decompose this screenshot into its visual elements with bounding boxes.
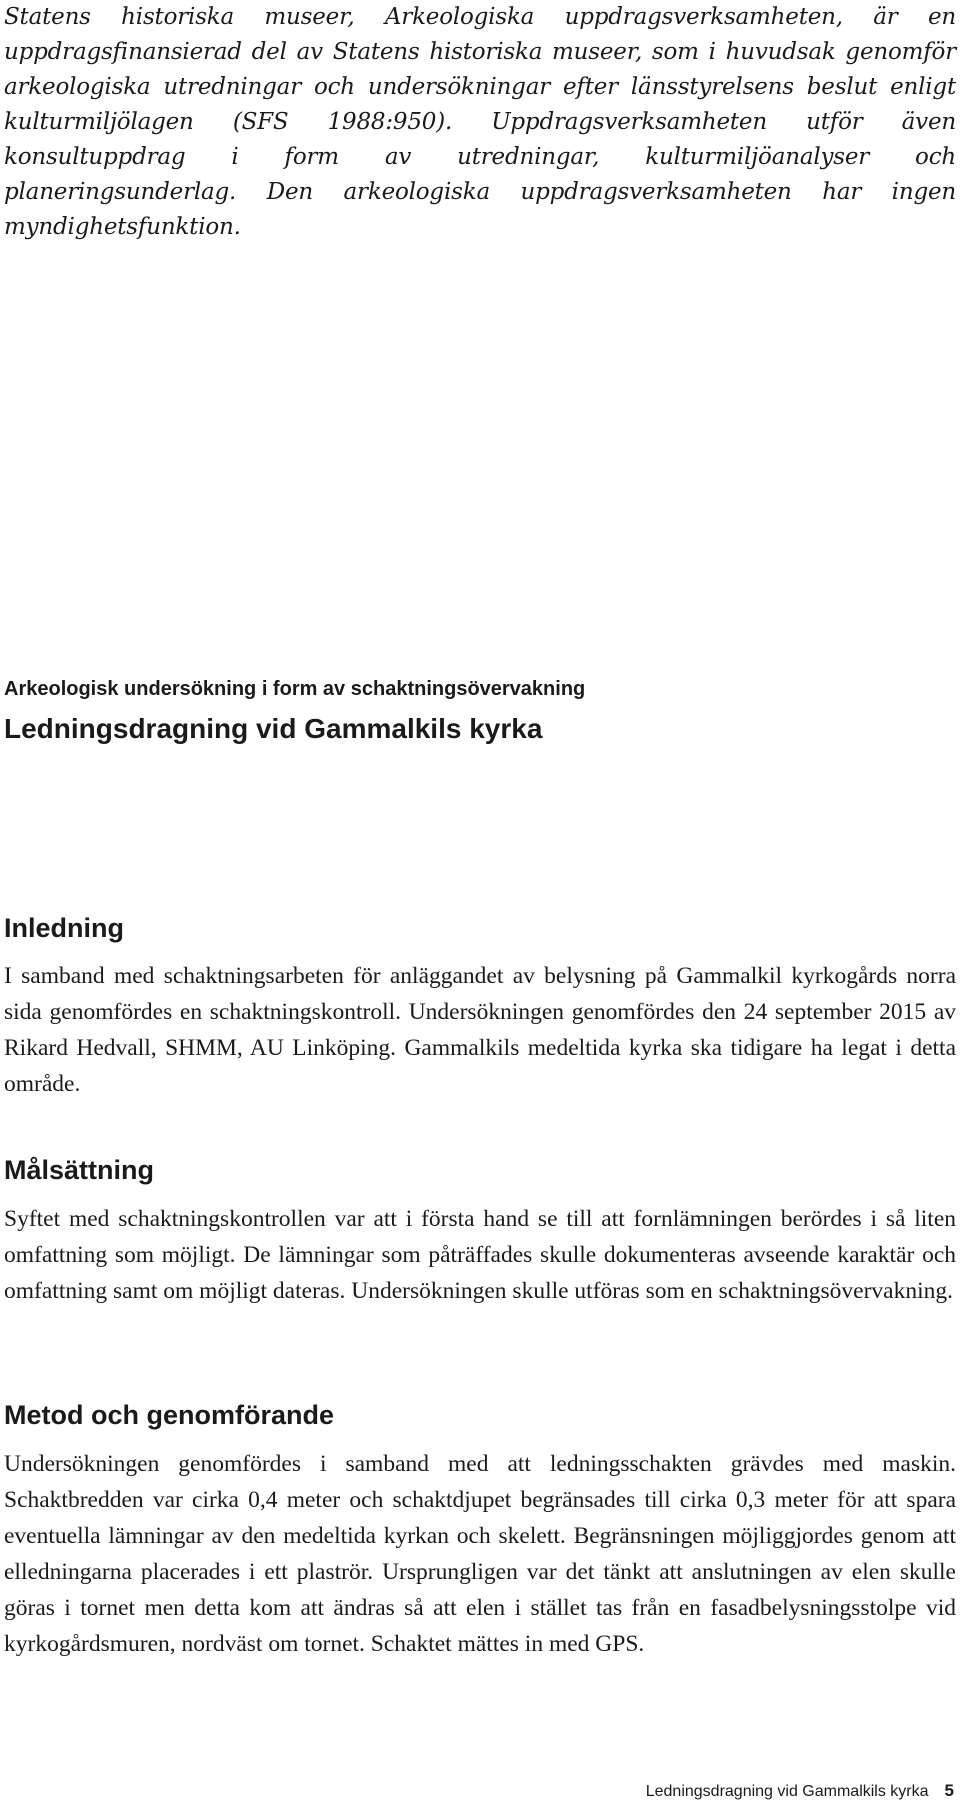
footer-running-title: Ledningsdragning vid Gammalkils kyrka bbox=[645, 1783, 929, 1800]
section-heading-malsattning: Målsättning bbox=[4, 1155, 155, 1185]
page-footer bbox=[646, 1781, 954, 1801]
intro-statement: Statens historiska museer, Arkeologiska uppdragsverksamheten, är en uppdragsfinansierad del av Statens historiska museer, som i huvudsak genomför arkeologiska utredningar och undersökningar efter länsstyrelsens beslut enligt kulturmiljölagen (SFS 1988:950). Uppdragsverksamheten utför även konsultuppdrag i form av utredningar, kulturmiljöanalyser och planeringsunderlag. Den arkeologiska uppdragsverksamheten har ingen myndighetsfunktion. bbox=[4, 4, 956, 240]
section-text-metod: Undersökningen genomfördes i samband med att ledningsschakten grävdes med maskin. Schaktbredden var cirka 0,4 meter och schaktdjupet begränsades till cirka 0,3 meter för att spara eventuella lämningar av den medeltida kyrkan och skelett. Begränsningen möjliggjordes genom att elledningarna placerades i ett plaströr. Ursprungligen var det tänkt att anslutningen av elen skulle göras i tornet men detta kom att ändras så att elen i stället tas från en fasadbelysningsstolpe vid kyrkogårdsmuren, nordväst om tornet. Schaktet mättes in med GPS. bbox=[4, 1451, 956, 1657]
page-number: 5 bbox=[944, 1781, 954, 1800]
section-heading-metod: Metod och genomförande bbox=[4, 1400, 334, 1430]
section-text-malsattning: Syftet med schaktningskontrollen var att i första hand se till att fornlämningen berördes i så liten omfattning som möjligt. De lämningar som påträffades skulle dokumenteras avseende karaktär och omfattning samt om möjligt dateras. Undersökningen skulle utföras som en schaktningsövervakning. bbox=[4, 1206, 956, 1304]
section-heading-inledning: Inledning bbox=[4, 913, 124, 943]
report-title: Ledningsdragning vid Gammalkils kyrka bbox=[4, 713, 543, 744]
report-kicker: Arkeologisk undersökning i form av schaktningsövervakning bbox=[4, 678, 586, 700]
section-text-inledning: I samband med schaktningsarbeten för anläggandet av belysning på Gammalkil kyrkogårds norra sida genomfördes en schaktningskontroll. Undersökningen genomfördes den 24 september 2015 av Rikard Hedvall, SHMM, AU Linköping. Gammalkils medeltida kyrka ska tidigare ha legat i detta område. bbox=[4, 963, 956, 1097]
